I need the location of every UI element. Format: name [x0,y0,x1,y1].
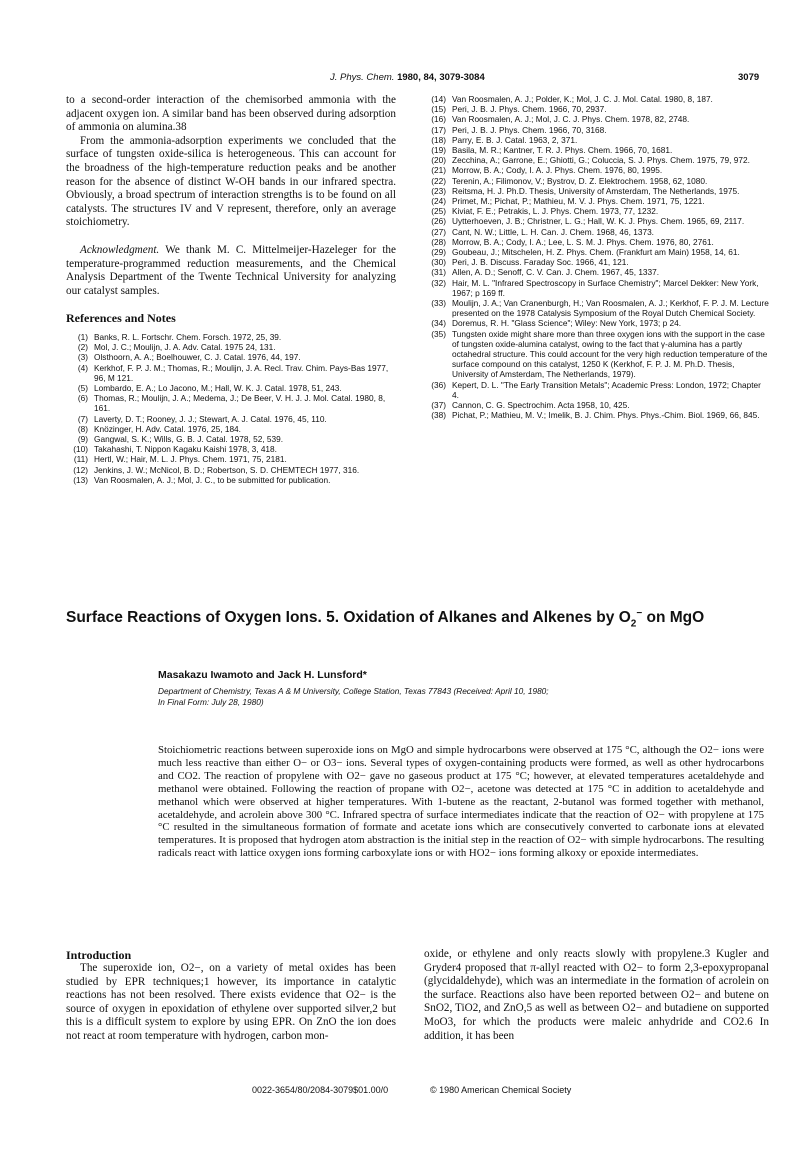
reference-item: (9) Gangwal, S. K.; Wills, G. B. J. Catal. 1978, 52, 539. [77,433,284,444]
references-list-right [424,94,769,421]
article-title: Surface Reactions of Oxygen Ions. 5. Oxidation of Alkanes and Alkenes by $O_2^-$ on MgO [66,608,705,630]
reference-item: (12) Jenkins, J. W.; McNicol, B. D.; Robertson, S. D. CHEMTECH 1977, 316. [73,464,360,475]
reference-item: (19) Basila, M. R.; Kantner, T. R. J. Phys. Chem. 1966, 70, 1681. [431,145,673,156]
reference-item: (24) Primet, M.; Pichat, P.; Mathieu, M. V. J. Phys. Chem. 1971, 75, 1221. [431,196,705,207]
reference-item: (16) Van Roosmalen, A. J.; Mol, J. C. J. Phys. Chem. 1978, 82, 2748. [431,114,690,125]
reference-item: (35) Tungsten oxide might share more than three oxygen ions with the support in the case of tungsten oxide-alumina catalyst, owing to the fact that γ-alumina has a partly octahedral structure. This could account for the very high reduction temperature of the surface compound on this catalyst, 1250 K (Kerkhof, F. P. J. M. Ph.D. Thesis, University of Amsterdam, The Netherlands, 1979). [431,328,768,380]
authors: Masakazu Iwamoto and Jack H. Lunsford* [158,669,367,681]
reference-item: (8) Knözinger, H. Adv. Catal. 1976, 25, 184. [77,423,241,434]
reference-item: (3) Olsthoorn, A. A.; Boelhouwer, C. J. Catal. 1976, 44, 197. [77,352,301,363]
left-column [66,94,396,485]
running-head [0,72,807,86]
acknowledgment-text: We thank M. C. Mittelmeijer-Hazeleger for the temperature-programmed reduction measurements, and the Chemical Analysis Department of the Twente Technical University for analyzing our catalyst samples. [66,243,396,297]
references-heading: References and Notes [66,311,176,326]
continued-paragraph: to a second-order interaction of the chemisorbed ammonia with the adjacent oxygen ion. A similar band has been observed during adsorption of ammonia on alumina.38 [66,94,396,134]
reference-item: (23) Reitsma, H. J. Ph.D. Thesis, University of Amsterdam, The Netherlands, 1975. [431,185,740,196]
reference-item: (21) Morrow, B. A.; Cody, I. A. J. Phys. Chem. 1976, 80, 1995. [431,165,663,176]
affiliation: Department of Chemistry, Texas A & M University, College Station, Texas 77843 (Received: April 10, 1980; In Final Form: July 28, 1980) [158,686,549,707]
reference-item: (31) Allen, A. D.; Senoff, C. V. Can. J. Chem. 1967, 45, 1337. [431,267,660,278]
acknowledgment-label: Acknowledgment. [80,243,160,256]
right-column [424,94,769,421]
references-list-left [66,332,396,485]
abstract: Stoichiometric reactions between superoxide ions on MgO and simple hydrocarbons were observed at 175 °C, although the O2− ions were much less reactive than either O− or O3− ions. Several types of oxygen-containing products were formed, as well as other hydrocarbons and CO2. The reaction of propylene with O2− gave no gaseous product at 175 °C; however, at elevated temperatures acetaldehyde and methanol were obtained. Following the reaction of propane with O2−, acetone was detected at 175 °C in addition to acetaldehyde and methanol which were observed at higher temperatures. With 1-butene as the reactant, 2-butanol was formed together with methanol, acetaldehyde, and acrolein above 300 °C. Infrared spectra of surface intermediates indicate that the reaction of O2− with propylene at 175 °C resulted in the simultaneous formation of formate and acetate ions which are consecutively converted to carbonate ions at elevated temperatures. It is proposed that hydrogen atom abstraction is the initial step in the reaction of O2− with simple hydrocarbons. The resulting radicals react with lattice oxygen ions forming carboxylate ions or with HO2− ions forming alkoxy or epoxide intermediates. [158,744,764,860]
reference-item: (7) Laverty, D. T.; Rooney, J. J.; Stewart, A. J. Catal. 1976, 45, 110. [77,413,327,424]
reference-item: (30) Peri, J. B. Discuss. Faraday Soc. 1966, 41, 121. [431,257,629,268]
reference-item: (38) Pichat, P.; Mathieu, M. V.; Imelik, B. J. Chim. Phys. Phys.-Chim. Biol. 1969, 66, 845. [431,410,760,421]
reference-item: (37) Cannon, C. G. Spectrochim. Acta 1958, 10, 425. [431,400,630,411]
reference-item: (26) Uytterhoeven, J. B.; Christner, L. G.; Hall, W. K. J. Phys. Chem. 1965, 69, 2117. [431,216,745,227]
reference-item: (13) Van Roosmalen, A. J.; Mol, J. C., to be submitted for publication. [73,474,331,485]
reference-item: (14) Van Roosmalen, A. J.; Polder, K.; Mol, J. C. J. Mol. Catal. 1980, 8, 187. [431,94,713,104]
reference-item: (29) Goubeau, J.; Mitschelen, H. Z. Phys. Chem. (Frankfurt am Main) 1958, 14, 61. [431,247,740,258]
copyright: © 1980 American Chemical Society [430,1085,572,1095]
reference-item: (4) Kerkhof, F. P. J. M.; Thomas, R.; Moulijn, J. A. Recl. Trav. Chim. Pays-Bas 1977, 96, M 121. [77,362,389,383]
reference-item: (20) Zecchina, A.; Garrone, E.; Ghiotti, G.; Coluccia, S. J. Phys. Chem. 1975, 79, 972. [431,155,750,166]
reference-item: (25) Kiviat, F. E.; Petrakis, L. J. Phys. Chem. 1973, 77, 1232. [431,206,659,217]
body-paragraph: From the ammonia-adsorption experiments we concluded that the surface of tungsten oxide-silica is heterogeneous. This can account for the broadness of the high-temperature reduction peaks and be another reason for the absence of distinct W-OH bands in our infrared spectra. Obviously, a broad spectrum of interaction strengths is to be found on all catalysts. The structures IV and V represent, therefore, only an average stoichiometry. [66,134,396,229]
reference-item: (10) Takahashi, T. Nippon Kagaku Kaishi 1978, 3, 418. [73,444,277,455]
reference-item: (27) Cant, N. W.; Little, L. H. Can. J. Chem. 1968, 46, 1373. [431,226,654,237]
introduction-heading: Introduction [66,948,132,962]
reference-item: (11) Hertl, W.; Hair, M. L. J. Phys. Chem. 1971, 75, 2181. [73,454,287,465]
reference-item: (34) Doremus, R. H. "Glass Science"; Wiley: New York, 1973; p 24. [431,318,682,329]
journal-citation: J. Phys. Chem. 1980, 84, 3079-3084 [330,72,485,83]
article-code: 0022-3654/80/2084-3079$01.00/0 [252,1085,389,1095]
reference-item: (28) Morrow, B. A.; Cody, I. A.; Lee, L. S. M. J. Phys. Chem. 1976, 80, 2761. [431,236,714,247]
reference-item: (6) Thomas, R.; Moulijn, J. A.; Medema, J.; De Beer, V. H. J. J. Mol. Catal. 1980, 8, 161. [77,393,386,414]
reference-item: (2) Mol, J. C.; Moulijn, J. A. Adv. Catal. 1975 24, 131. [77,342,276,353]
page-number: 3079 [738,72,760,83]
reference-item: (18) Parry, E. B. J. Catal. 1963, 2, 371. [431,134,578,145]
reference-item: (15) Peri, J. B. J. Phys. Chem. 1966, 70, 2937. [431,104,607,115]
acknowledgment [66,244,396,298]
reference-item: (36) Kepert, D. L. "The Early Transition Metals"; Academic Press: London, 1972; Chapter 4. [431,379,761,400]
reference-item: (5) Lombardo, E. A.; Lo Jacono, M.; Hall, W. K. J. Catal. 1978, 51, 243. [77,382,342,393]
reference-item: (33) Moulijn, J. A.; Van Cranenburgh, H.; Van Roosmalen, A. J.; Kerkhof, F. P. J. M. Lecture presented on the 1978 Catalysis Symposium of the Royal Dutch Chemical Society. [431,298,769,319]
reference-item: (22) Terenin, A.; Filimonov, V.; Bystrov, D. Z. Elektrochem. 1958, 62, 1080. [431,175,708,186]
reference-item: (1) Banks, R. L. Fortschr. Chem. Forsch. 1972, 25, 39. [77,331,282,342]
introduction-paragraph-left: The superoxide ion, O2−, on a variety of metal oxides has been studied by EPR techniques;1 however, its importance in catalytic reactions has not been resolved. There exists evidence that O2− is the source of oxygen in epoxidation of ethylene over supported silver,2 but this is a difficult system to explore by using EPR. On ZnO the ion does not react at room temperature with hydrogen, carbon mon- [66,962,396,1042]
introduction-paragraph-right: oxide, or ethylene and only reacts slowly with propylene.3 Kugler and Gryder4 proposed that π-allyl reacted with O2− to form 2,3-epoxypropanal (glycidaldehyde), which was an intermediate in the formation of acrolein on the surface. Reactions also have been reported between O2− and butene on SnO2, TiO2, and ZnO,5 as well as between O2− and butadiene on supported MoO3, for which the products were maleic anhydride and CO2.6 In addition, it has been [424,948,769,1042]
reference-item: (17) Peri, J. B. J. Phys. Chem. 1966, 70, 3168. [431,124,607,135]
reference-item: (32) Hair, M. L. "Infrared Spectroscopy in Surface Chemistry"; Marcel Dekker: New York, 1967; p 169 ff. [431,277,759,298]
